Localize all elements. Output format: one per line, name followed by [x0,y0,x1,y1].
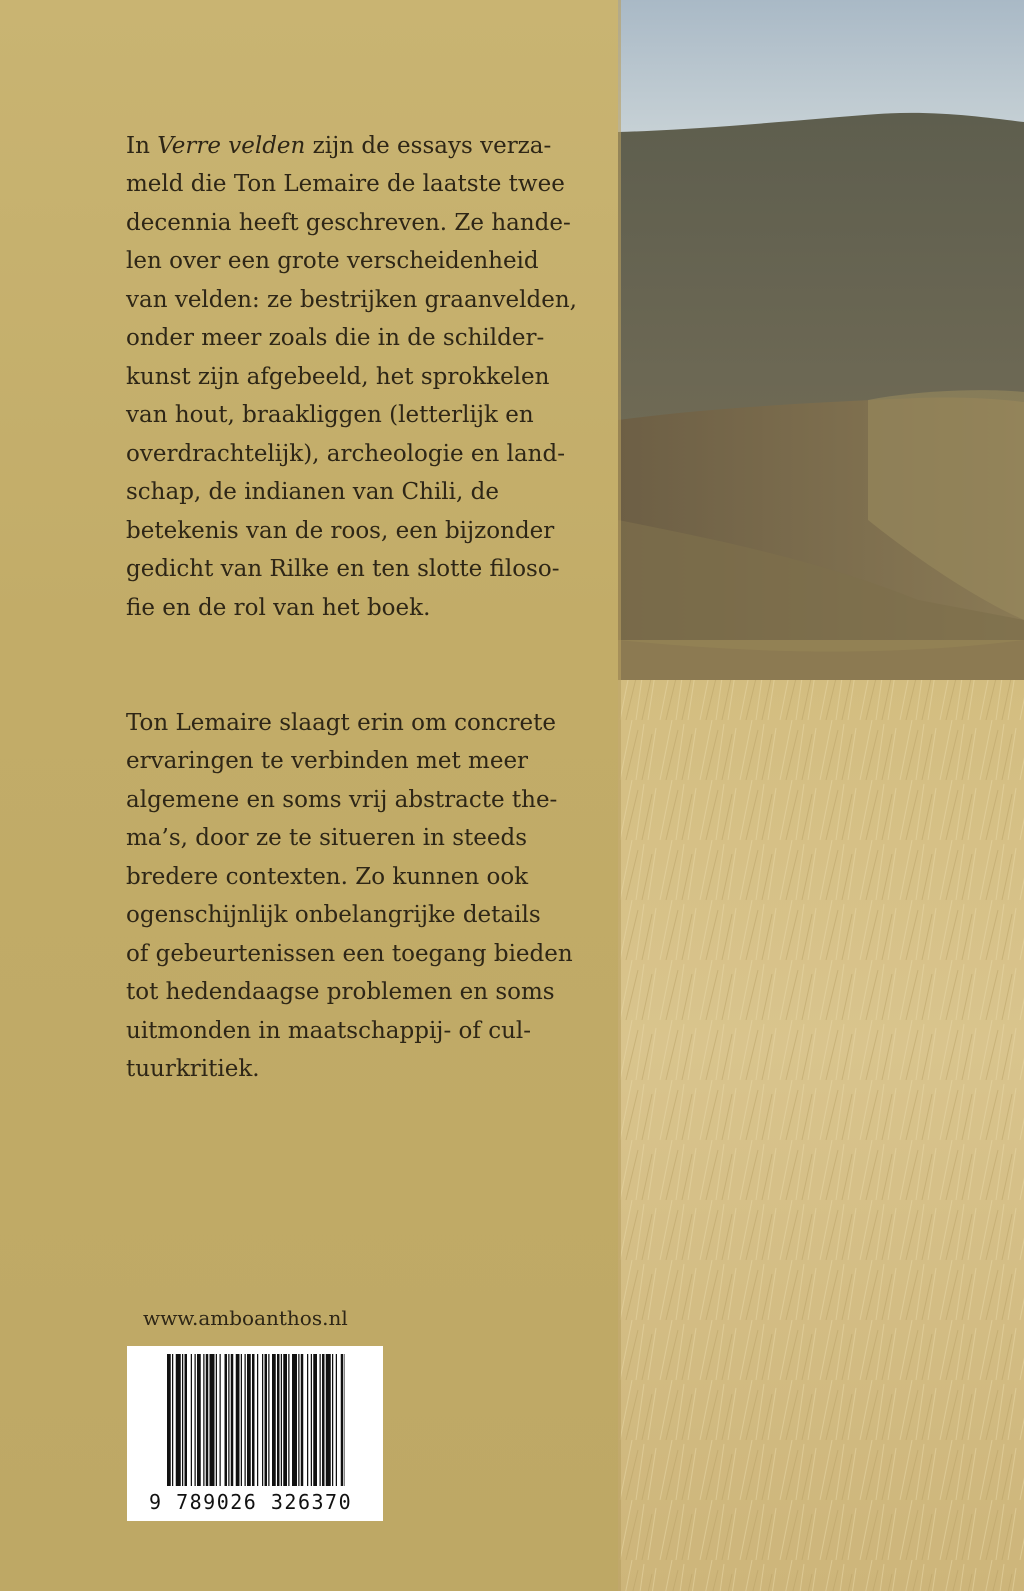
barcode-bar [231,1354,234,1486]
barcode-bar [191,1354,192,1486]
barcode-bar [228,1354,229,1486]
barcode-bar [225,1354,228,1486]
barcode-digits: 9 789026 326370 [149,1490,353,1514]
barcode-bar [210,1354,215,1486]
barcode-bar [257,1354,258,1486]
barcode-bar [277,1354,280,1486]
barcode-bar [281,1354,282,1486]
barcode-bar [236,1354,240,1486]
barcode-bar [197,1354,201,1486]
barcode-bar [216,1354,217,1486]
barcode-bar [313,1354,317,1486]
barcode-bars [167,1354,345,1486]
barcode-bar [320,1354,321,1486]
barcode-bar [241,1354,242,1486]
barcode-bar [167,1354,171,1486]
barcode-bar [272,1354,276,1486]
blurb-paragraph-2: Ton Lemaire slaagt erin om concrete ervaringen te verbinden met meer algemene en soms vrij abstracte the- ma’s, door ze te situeren in steeds bredere contexten. Zo kunnen ook ogenschijnlijk onbelangrijke details of gebeurtenissen een toegang bieden tot hedendaagse problemen en soms uitmonden in maatschappij- of cul- tuurkritiek. [126,709,573,1082]
barcode-bar [252,1354,255,1486]
barcode-bar [220,1354,221,1486]
barcode-bar [341,1354,344,1486]
barcode-bar [322,1354,325,1486]
barcode-bar [195,1354,196,1486]
wheat-field-photo [618,0,1024,1591]
blurb-paragraph-1: In Verre velden zijn de essays verza- meld die Ton Lemaire de laatste twee decennia heeft geschreven. Ze hande- len over een grote verscheidenheid van velden: ze bestrijken graanvelden, onder meer zoals die in de schilder- kunst zijn afgebeeld, het sprokkelen van hout, braakliggen (letterlijk en overdrachtelijk), archeologie en land- schap, de indianen van Chili, de betekenis van de roos, een bijzonder gedicht van Rilke en ten slotte filoso- fie en de rol van het boek. [126,132,577,621]
barcode-bar [262,1354,263,1486]
barcode-bar [326,1354,331,1486]
barcode-bar [332,1354,333,1486]
barcode-bar [268,1354,269,1486]
barcode-bar [311,1354,312,1486]
publisher-website: www.amboanthos.nl [143,1306,348,1330]
barcode-bar [336,1354,337,1486]
isbn-barcode [127,1346,383,1521]
barcode-bar [345,1354,346,1486]
barcode-bar [176,1354,181,1486]
barcode-bar [301,1354,304,1486]
barcode-bar [307,1354,308,1486]
barcode-bar [283,1354,287,1486]
barcode-bar [206,1354,209,1486]
barcode-bar [245,1354,246,1486]
barcode-bar [247,1354,251,1486]
blurb [126,88,596,1127]
barcode-bar [182,1354,183,1486]
barcode-bar [288,1354,289,1486]
barcode-bar [203,1354,204,1486]
landscape-image [618,0,1024,1591]
barcode-bar [185,1354,188,1486]
barcode-bar [298,1354,299,1486]
book-title: Verre velden [157,132,306,159]
barcode-bar [172,1354,173,1486]
barcode-bar [265,1354,268,1486]
barcode-bar [292,1354,297,1486]
